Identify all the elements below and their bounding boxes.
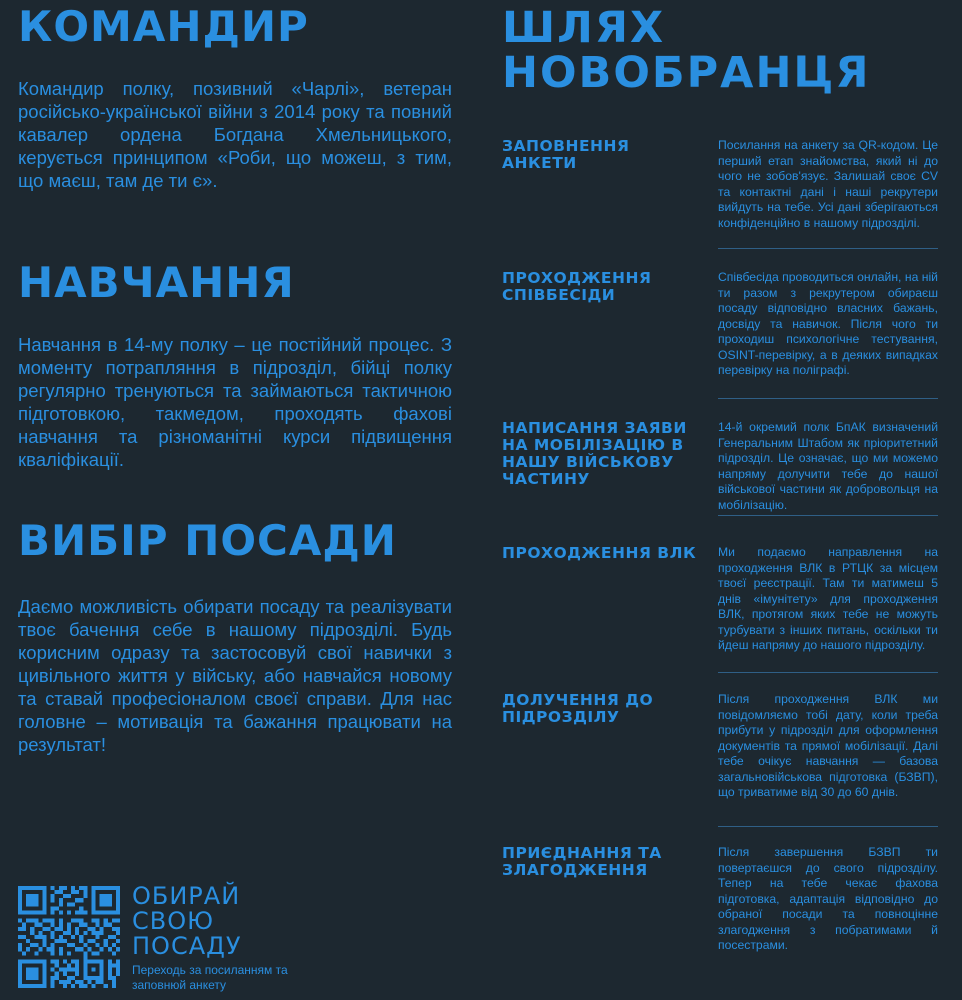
cta-subtitle: Переходь за посиланням та заповнюй анкету	[132, 963, 288, 992]
path-title	[502, 3, 942, 98]
step-6-name: ПРИЄДНАННЯ ТА ЗЛАГОДЖЕННЯ	[502, 844, 662, 879]
step-1-desc: Посилання на анкету за QR-кодом. Це перший етап знайомства, який ні до чого не зобов'язує. Залишай своє CV та контактні дані і наші рекрутери вийдуть на тебе. Усі дані зберігаються конфіденційно в нашому підрозділі.	[718, 138, 938, 230]
step-divider	[718, 826, 938, 827]
commander-text: Командир полку, позивний «Чарлі», ветеран російсько-української війни з 2014 року та повний кавалер ордена Богдана Хмельницького, керується принципом «Роби, що можеш, з тим, що маєш, там де ти є».	[18, 78, 452, 191]
step-5-name: ДОЛУЧЕННЯ ДО ПІДРОЗДІЛУ	[502, 691, 654, 726]
step-5-desc: Після проходження ВЛК ми повідомляємо тобі дату, коли треба прибути у підрозділ для оформлення документів та прямої мобілізації. Далі тебе очікує навчання — базова загальновійськова підготовка (БЗВП), що триватиме від 30 до 60 днів.	[718, 692, 938, 799]
step-divider	[718, 248, 938, 249]
step-4-name: ПРОХОДЖЕННЯ ВЛК	[502, 544, 697, 562]
cta-line1: ОБИРАЙ	[132, 882, 241, 910]
commander-title: КОМАНДИР	[18, 2, 309, 51]
step-divider	[718, 672, 938, 673]
cta-line3: ПОСАДУ	[132, 932, 242, 960]
cta-title	[132, 884, 332, 959]
training-text: Навчання в 14-му полку – це постійний процес. З моменту потрапляння в підрозділ, бійці полку регулярно тренуються та займаються тактичною підготовкою, такмедом, проходять фахові навчання та різноманітні курси підвищення кваліфікації.	[18, 334, 452, 470]
cta-line2: СВОЮ	[132, 907, 215, 935]
position-text: Даємо можливість обирати посаду та реалізувати твоє бачення себе в нашому підрозділі. Будь корисним одразу та застосовуй свої навички з цивільного життя у війську, або навчайся новому та ставай професіоналом своєї справи. Для нас головне – мотивація та бажання працювати на результат!	[18, 596, 452, 755]
step-divider	[718, 398, 938, 399]
step-4-desc: Ми подаємо направлення на проходження ВЛК в РТЦК за місцем твоєї реєстрації. Там ти матимеш 5 днів «імунітету» для проходження ВЛК, протягом яких тебе не можуть турбувати з інших питань, оскільки ти йдеш напряму до нашого підрозділу.	[718, 545, 938, 652]
qr-code-graphic	[18, 886, 120, 988]
step-3-name: НАПИСАННЯ ЗАЯВИ НА МОБІЛІЗАЦІЮ В НАШУ ВІЙСЬКОВУ ЧАСТИНУ	[502, 419, 687, 488]
step-2-desc: Співбесіда проводиться онлайн, на ній ти разом з рекрутером обираєш посаду відповідно власних бажань, досвіду та навичок. Після чого ти проходиш психологічне тестування, OSINT-перевірку, а в деяких випадках перевірку на поліграфі.	[718, 270, 938, 377]
step-6-desc: Після завершення БЗВП ти повертаєшся до свого підрозділу. Тепер на тебе чекає фахова підготовка, адаптація відповідно до обраної посади та повноцінне злагодження з побратимами й посестрами.	[718, 845, 938, 952]
step-1-name: ЗАПОВНЕННЯ АНКЕТИ	[502, 137, 630, 172]
qr-code-icon[interactable]	[18, 886, 120, 988]
training-title: НАВЧАННЯ	[18, 258, 295, 307]
step-3-desc: 14-й окремий полк БпАК визначений Генеральним Штабом як пріоритетний підрозділ. Це означає, що ми можемо напряму долучити тебе до нашої військової частини як добровольця на мобілізацію.	[718, 420, 938, 512]
step-2-name: ПРОХОДЖЕННЯ СПІВБЕСІДИ	[502, 269, 652, 304]
path-title-line1: ШЛЯХ	[502, 3, 666, 53]
step-divider	[718, 515, 938, 516]
path-title-line2: НОВОБРАНЦЯ	[502, 48, 871, 98]
position-title: ВИБІР ПОСАДИ	[18, 516, 397, 565]
